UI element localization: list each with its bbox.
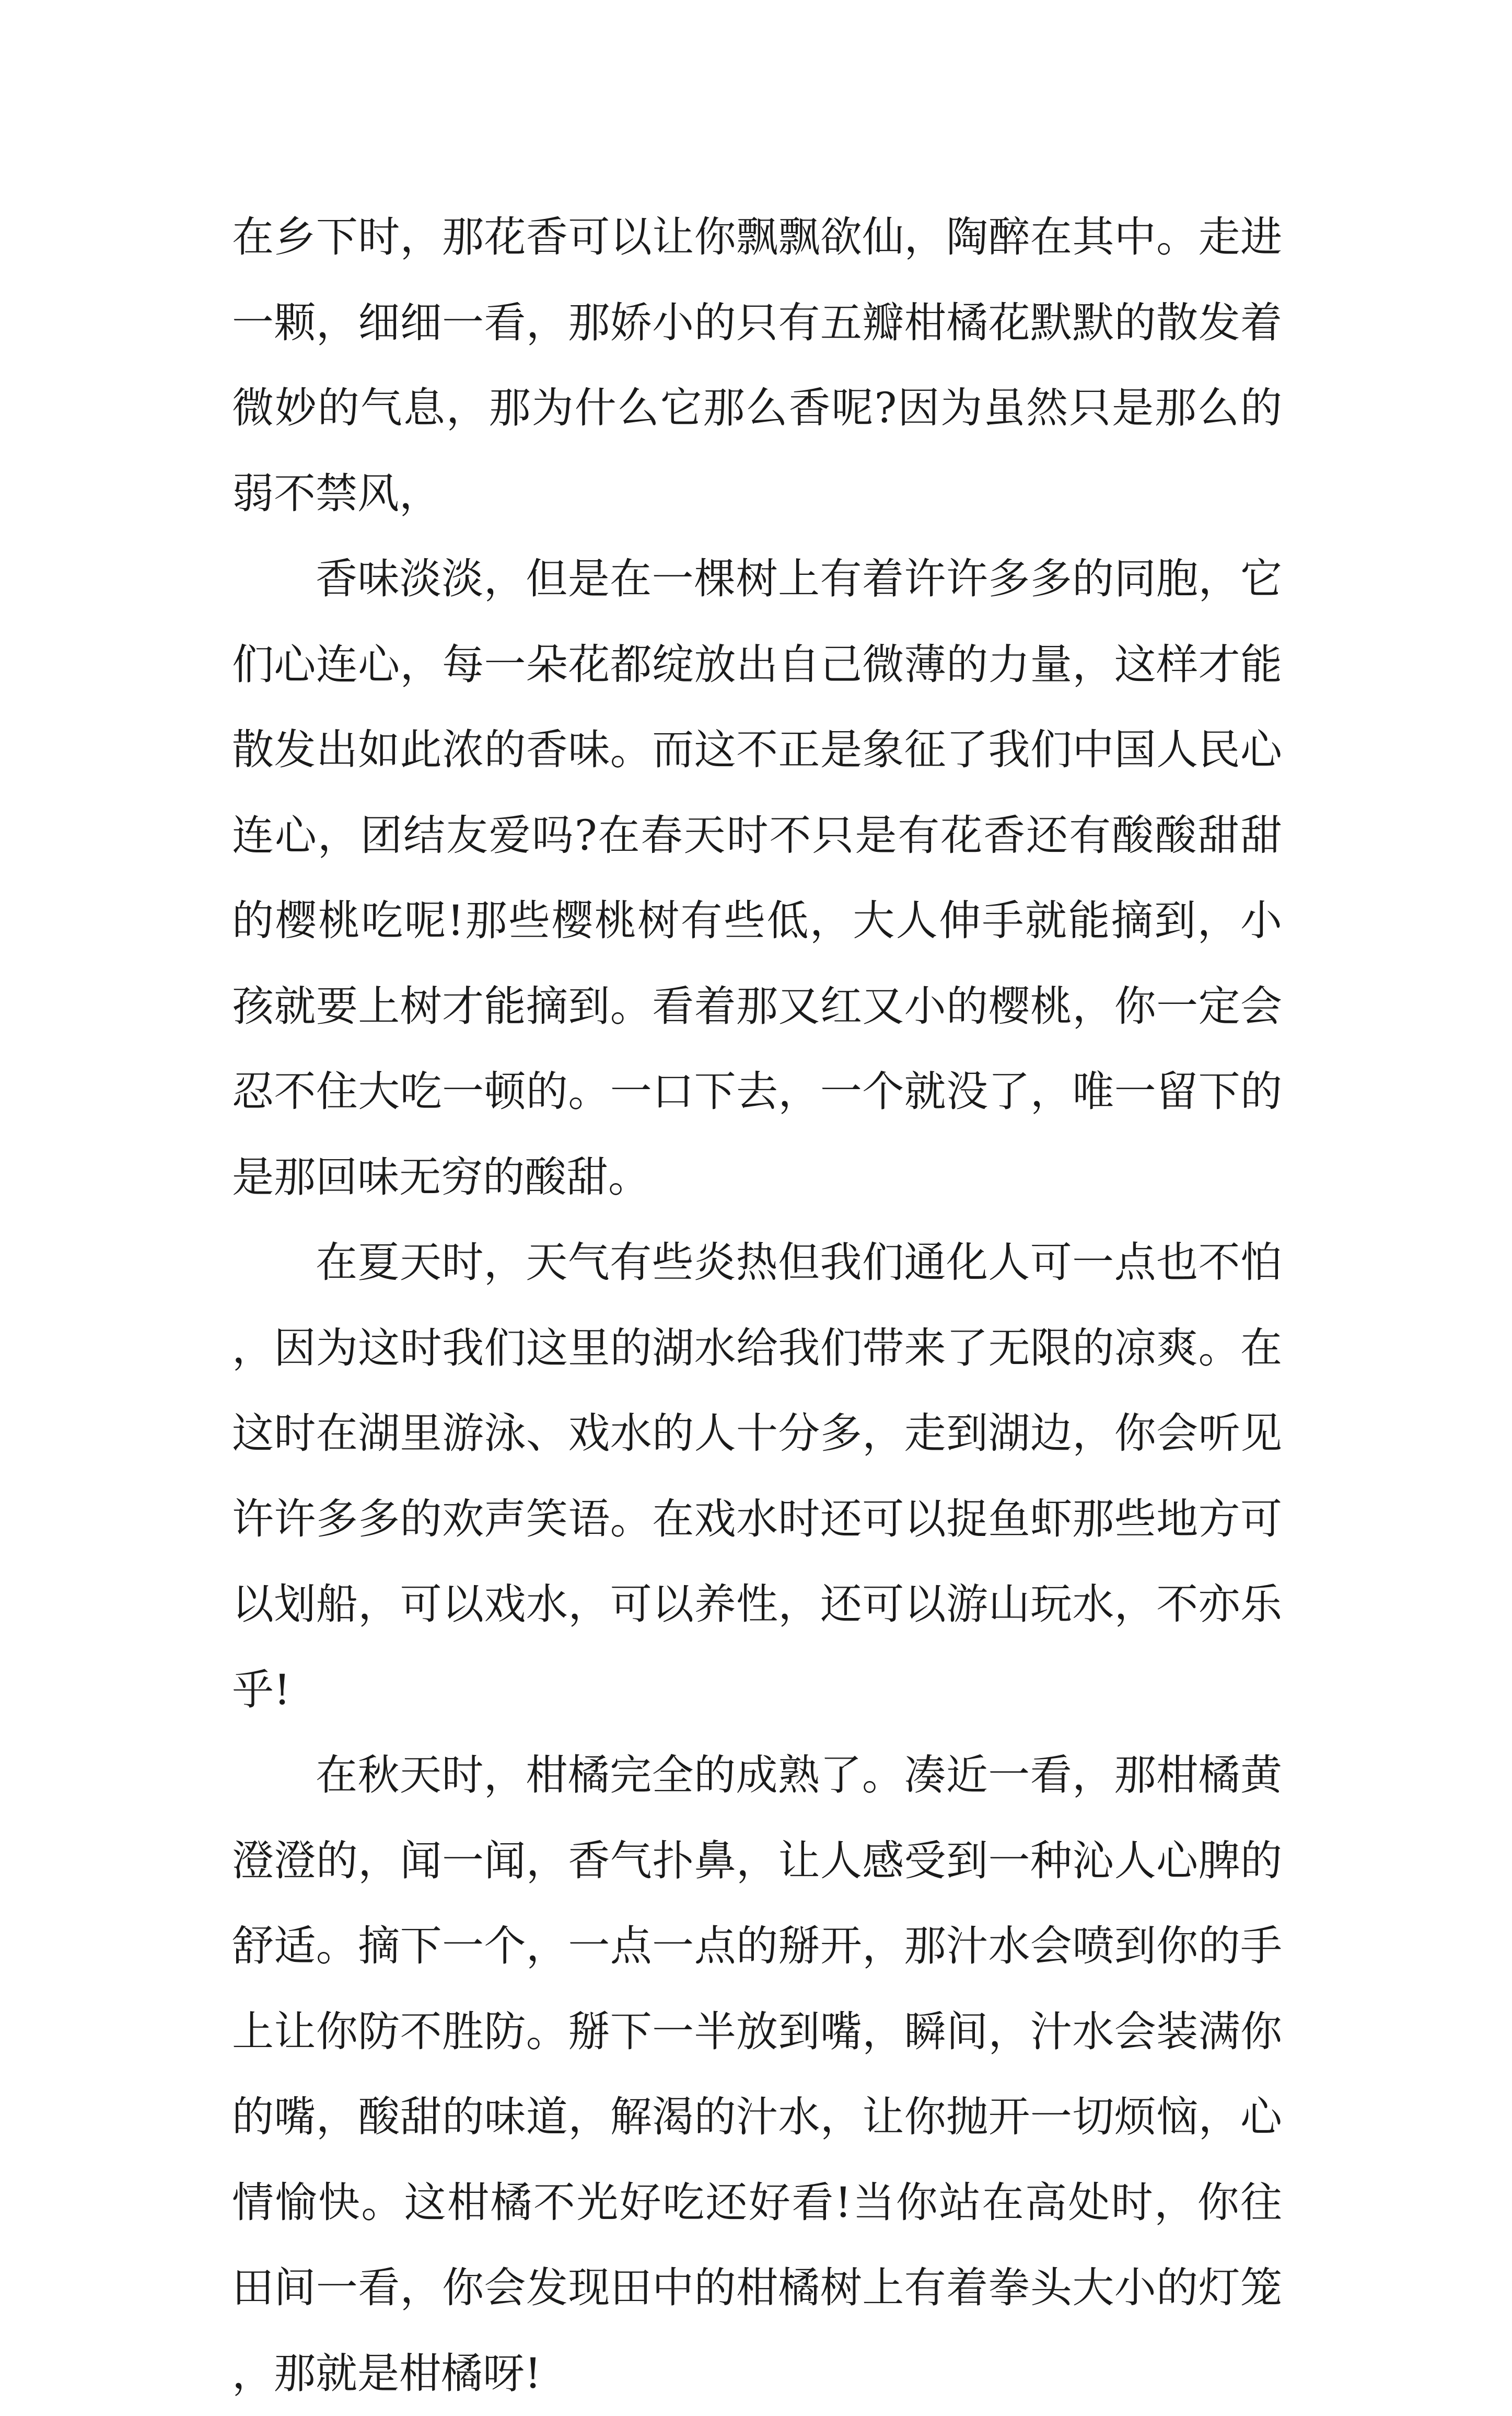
paragraph-2: 香味淡淡，但是在一棵树上有着许许多多的同胞，它们心连心，每一朵花都绽放出自己微薄的力量，这样才能散发出如此浓的香味。而这不正是象征了我们中国人民心连心，团结友爱吗?在春天时不只是有花香还有酸酸甜甜的樱桃吃呢!那些樱桃树有些低，大人伸手就能摘到，小孩就要上树才能摘到。看着那又红又小的樱桃，你一定会忍不住大吃一顿的。一口下去，一个就没了，唯一留下的是那回味无穷的酸甜。 — [232, 554, 1282, 1201]
paragraph-1: 在乡下时，那花香可以让你飘飘欲仙，陶醉在其中。走进一颗，细细一看，那娇小的只有五瓣柑橘花默默的散发着微妙的气息，那为什么它那么香呢?因为虽然只是那么的弱不禁风， — [232, 213, 1282, 518]
paragraph-4: 在秋天时，柑橘完全的成熟了。凑近一看，那柑橘黄澄澄的，闻一闻，香气扑鼻，让人感受到一种沁人心脾的舒适。摘下一个，一点一点的掰开，那汁水会喷到你的手上让你防不胜防。掰下一半放到嘴，瞬间，汁水会装满你的嘴，酸甜的味道，解渴的汁水，让你抛开一切烦恼，心情愉快。这柑橘不光好吃还好看!当你站在高处时，你往田间一看，你会发现田中的柑橘树上有着拳头大小的灯笼，那就是柑橘呀! — [232, 1751, 1282, 2398]
paragraph-3: 在夏天时，天气有些炎热但我们通化人可一点也不怕，因为这时我们这里的湖水给我们带来了无限的凉爽。在这时在湖里游泳、戏水的人十分多，走到湖边，你会听见许许多多的欢声笑语。在戏水时还可以捉鱼虾那些地方可以划船，可以戏水，可以养性，还可以游山玩水，不亦乐乎! — [232, 1238, 1282, 1714]
article-body — [232, 194, 1282, 2416]
